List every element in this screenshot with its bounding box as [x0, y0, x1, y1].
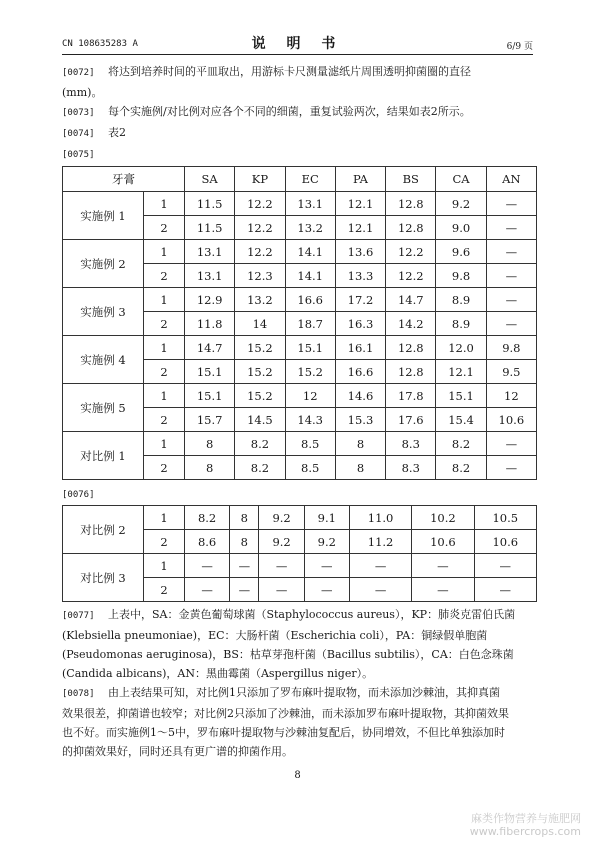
value-cell: — — [304, 554, 349, 578]
value-cell: — — [412, 554, 474, 578]
value-cell: 14.1 — [285, 240, 335, 264]
group-label: 对比例 2 — [63, 506, 144, 554]
value-cell: 8.6 — [185, 530, 230, 554]
value-cell: 13.1 — [185, 240, 235, 264]
replicate-number: 2 — [144, 360, 185, 384]
value-cell: 12.2 — [386, 240, 436, 264]
column-header: EC — [285, 167, 335, 192]
value-cell: 8 — [230, 506, 259, 530]
value-cell: 9.2 — [259, 506, 304, 530]
paragraph-0077-line — [62, 626, 537, 645]
value-cell: 12.2 — [235, 192, 285, 216]
column-header: AN — [486, 167, 536, 192]
value-cell: 15.1 — [285, 336, 335, 360]
value-cell: 9.0 — [436, 216, 486, 240]
value-cell: 9.1 — [304, 506, 349, 530]
column-header: KP — [235, 167, 285, 192]
paragraph-0072-continued — [62, 83, 537, 102]
value-cell: 8 — [335, 432, 385, 456]
paragraph-0076 — [62, 484, 537, 505]
value-cell: 18.7 — [285, 312, 335, 336]
value-cell: 14 — [235, 312, 285, 336]
table-header-row — [63, 167, 537, 192]
value-cell: 12 — [285, 384, 335, 408]
value-cell: 12.2 — [386, 264, 436, 288]
value-cell: 12.8 — [386, 192, 436, 216]
value-cell: 10.5 — [474, 506, 536, 530]
document-body — [62, 62, 537, 761]
table-row — [63, 336, 537, 360]
paragraph-tag: [0076] — [62, 490, 95, 500]
paragraph-text: 每个实施例/对比例对应各个不同的细菌，重复试验两次，结果如表2所示。 — [108, 105, 471, 118]
value-cell: 12.3 — [235, 264, 285, 288]
paragraph-tag: [0077] — [62, 611, 95, 621]
value-cell: 11.5 — [185, 216, 235, 240]
paragraph-0073 — [62, 102, 537, 123]
paragraph-tag: [0078] — [62, 689, 95, 699]
value-cell: 9.2 — [259, 530, 304, 554]
value-cell: 12.1 — [436, 360, 486, 384]
value-cell: 17.8 — [386, 384, 436, 408]
replicate-number: 1 — [144, 384, 185, 408]
value-cell: 11.8 — [185, 312, 235, 336]
table-row — [63, 288, 537, 312]
group-label: 实施例 5 — [63, 384, 144, 432]
value-cell: 16.6 — [335, 360, 385, 384]
value-cell: — — [185, 578, 230, 602]
value-cell: 15.3 — [335, 408, 385, 432]
value-cell: 16.1 — [335, 336, 385, 360]
value-cell: 15.1 — [185, 360, 235, 384]
value-cell: 13.6 — [335, 240, 385, 264]
value-cell: 15.1 — [185, 384, 235, 408]
paragraph-0077-line — [62, 664, 537, 683]
value-cell: — — [304, 578, 349, 602]
value-cell: 12.2 — [235, 216, 285, 240]
paragraph-0078 — [62, 683, 537, 704]
value-cell: — — [486, 192, 536, 216]
column-header: BS — [386, 167, 436, 192]
replicate-number: 2 — [144, 456, 185, 480]
replicate-number: 1 — [144, 192, 185, 216]
replicate-number: 1 — [144, 240, 185, 264]
table-row — [63, 240, 537, 264]
value-cell: 17.2 — [335, 288, 385, 312]
value-cell: 15.2 — [285, 360, 335, 384]
value-cell: — — [230, 578, 259, 602]
value-cell: — — [230, 554, 259, 578]
value-cell: 8.3 — [386, 456, 436, 480]
value-cell: 12.8 — [386, 216, 436, 240]
results-table-top — [62, 166, 537, 480]
value-cell: 14.5 — [235, 408, 285, 432]
replicate-number: 1 — [144, 554, 185, 578]
paragraph-tag: [0073] — [62, 108, 95, 118]
paragraph-tag: [0072] — [62, 68, 95, 78]
replicate-number: 2 — [144, 312, 185, 336]
value-cell: 15.2 — [235, 336, 285, 360]
value-cell: — — [474, 554, 536, 578]
group-label: 实施例 2 — [63, 240, 144, 288]
paragraph-0078-line — [62, 704, 537, 723]
column-header: CA — [436, 167, 486, 192]
value-cell: 14.7 — [386, 288, 436, 312]
value-cell: 8.2 — [436, 432, 486, 456]
value-cell: 8 — [185, 432, 235, 456]
group-label: 实施例 1 — [63, 192, 144, 240]
value-cell: 9.5 — [486, 360, 536, 384]
value-cell: 8.2 — [235, 456, 285, 480]
value-cell: 12 — [486, 384, 536, 408]
value-cell: — — [486, 288, 536, 312]
value-cell: 8.2 — [235, 432, 285, 456]
table-row — [63, 554, 537, 578]
table-row — [63, 432, 537, 456]
value-cell: — — [486, 240, 536, 264]
page-indicator: 6/9 页 — [506, 42, 533, 52]
value-cell: 15.7 — [185, 408, 235, 432]
corner-header: 牙膏 — [63, 167, 185, 192]
watermark-line: 麻类作物营养与施肥网 — [471, 812, 581, 825]
value-cell: 8 — [230, 530, 259, 554]
value-cell: 11.0 — [349, 506, 411, 530]
paragraph-0078-line — [62, 723, 537, 742]
value-cell: 14.2 — [386, 312, 436, 336]
value-cell: 17.6 — [386, 408, 436, 432]
value-cell: 10.2 — [412, 506, 474, 530]
replicate-number: 1 — [144, 288, 185, 312]
value-cell: 13.1 — [285, 192, 335, 216]
table-row — [63, 506, 537, 530]
value-cell: 9.8 — [486, 336, 536, 360]
value-cell: 12.0 — [436, 336, 486, 360]
paragraph-line: 上表中，SA：金黄色葡萄球菌（Staphylococcus aureus），KP：肺炎克雷伯氏菌 — [108, 608, 516, 621]
group-label: 实施例 3 — [63, 288, 144, 336]
value-cell: 8.9 — [436, 288, 486, 312]
value-cell: 12.1 — [335, 216, 385, 240]
value-cell: 9.2 — [436, 192, 486, 216]
value-cell: 8.5 — [285, 432, 335, 456]
replicate-number: 2 — [144, 530, 185, 554]
publication-number: CN 108635283 A — [62, 39, 138, 49]
value-cell: 8 — [335, 456, 385, 480]
value-cell: — — [349, 554, 411, 578]
value-cell: 12.8 — [386, 360, 436, 384]
value-cell: 14.7 — [185, 336, 235, 360]
paragraph-line: (Pseudomonas aeruginosa)，BS：枯草芽孢杆菌（Bacillus subtilis），CA：白色念珠菌 — [62, 648, 514, 661]
value-cell: 12.9 — [185, 288, 235, 312]
value-cell: 9.2 — [304, 530, 349, 554]
page-number: 8 — [294, 770, 301, 781]
watermark — [470, 812, 581, 838]
paragraph-line: 效果很差，抑菌谱也较窄；对比例2只添加了沙棘油，而未添加罗布麻叶提取物，其抑菌效果 — [62, 707, 509, 720]
value-cell: 15.1 — [436, 384, 486, 408]
value-cell: — — [486, 432, 536, 456]
value-cell: 11.5 — [185, 192, 235, 216]
value-cell: 16.3 — [335, 312, 385, 336]
group-label: 对比例 1 — [63, 432, 144, 480]
value-cell: 10.6 — [486, 408, 536, 432]
paragraph-0077 — [62, 605, 537, 626]
value-cell: 12.1 — [335, 192, 385, 216]
paragraph-text: (mm)。 — [62, 86, 103, 99]
results-table-bottom — [62, 505, 537, 602]
value-cell: — — [412, 578, 474, 602]
value-cell: 8.2 — [185, 506, 230, 530]
paragraph-line: 的抑菌效果好，同时还具有更广谱的抑菌作用。 — [62, 745, 293, 758]
column-header: PA — [335, 167, 385, 192]
value-cell: 15.2 — [235, 384, 285, 408]
value-cell: 8.9 — [436, 312, 486, 336]
paragraph-text: 将达到培养时间的平皿取出，用游标卡尺测量滤纸片周围透明抑菌圈的直径 — [108, 65, 471, 78]
replicate-number: 2 — [144, 578, 185, 602]
value-cell: 14.1 — [285, 264, 335, 288]
value-cell: 9.6 — [436, 240, 486, 264]
value-cell: 12.8 — [386, 336, 436, 360]
value-cell: 11.2 — [349, 530, 411, 554]
paragraph-0072 — [62, 62, 537, 83]
value-cell: 13.1 — [185, 264, 235, 288]
value-cell: 14.6 — [335, 384, 385, 408]
paragraph-0074 — [62, 123, 537, 144]
value-cell: 14.3 — [285, 408, 335, 432]
paragraph-line: 也不好。而实施例1～5中，罗布麻叶提取物与沙棘油复配后，协同增效，不但比单独添加时 — [62, 726, 505, 739]
replicate-number: 1 — [144, 432, 185, 456]
value-cell: 8 — [185, 456, 235, 480]
replicate-number: 1 — [144, 506, 185, 530]
value-cell: 8.5 — [285, 456, 335, 480]
paragraph-0078-line — [62, 742, 537, 761]
paragraph-0077-line — [62, 645, 537, 664]
replicate-number: 2 — [144, 216, 185, 240]
replicate-number: 2 — [144, 264, 185, 288]
value-cell: — — [185, 554, 230, 578]
group-label: 对比例 3 — [63, 554, 144, 602]
paragraph-line: (Candida albicans)，AN：黑曲霉菌（Aspergillus niger）。 — [62, 667, 374, 680]
table-caption: 表2 — [108, 126, 126, 139]
value-cell: 15.4 — [436, 408, 486, 432]
value-cell: 13.3 — [335, 264, 385, 288]
value-cell: 9.8 — [436, 264, 486, 288]
value-cell: — — [349, 578, 411, 602]
value-cell: — — [259, 554, 304, 578]
value-cell: 13.2 — [285, 216, 335, 240]
value-cell: — — [486, 456, 536, 480]
value-cell: 10.6 — [412, 530, 474, 554]
group-label: 实施例 4 — [63, 336, 144, 384]
value-cell: — — [486, 312, 536, 336]
value-cell: — — [259, 578, 304, 602]
value-cell: 16.6 — [285, 288, 335, 312]
value-cell: 12.2 — [235, 240, 285, 264]
value-cell: — — [474, 578, 536, 602]
value-cell: — — [486, 264, 536, 288]
paragraph-tag: [0075] — [62, 150, 95, 160]
value-cell: 8.2 — [436, 456, 486, 480]
paragraph-tag: [0074] — [62, 129, 95, 139]
watermark-line: www.fibercrops.com — [469, 825, 581, 838]
paragraph-line: (Klebsiella pneumoniae)，EC：大肠杆菌（Escherichia coli），PA：铜绿假单胞菌 — [62, 629, 488, 642]
replicate-number: 2 — [144, 408, 185, 432]
value-cell: 10.6 — [474, 530, 536, 554]
page-header — [62, 28, 533, 55]
replicate-number: 1 — [144, 336, 185, 360]
column-header: SA — [185, 167, 235, 192]
value-cell: 13.2 — [235, 288, 285, 312]
document-title: 说 明 书 — [251, 36, 344, 52]
value-cell: 15.2 — [235, 360, 285, 384]
table-row — [63, 384, 537, 408]
paragraph-0075 — [62, 144, 537, 165]
paragraph-line: 由上表结果可知，对比例1只添加了罗布麻叶提取物，而未添加沙棘油，其抑真菌 — [108, 686, 500, 699]
value-cell: 8.3 — [386, 432, 436, 456]
table-row — [63, 192, 537, 216]
value-cell: — — [486, 216, 536, 240]
